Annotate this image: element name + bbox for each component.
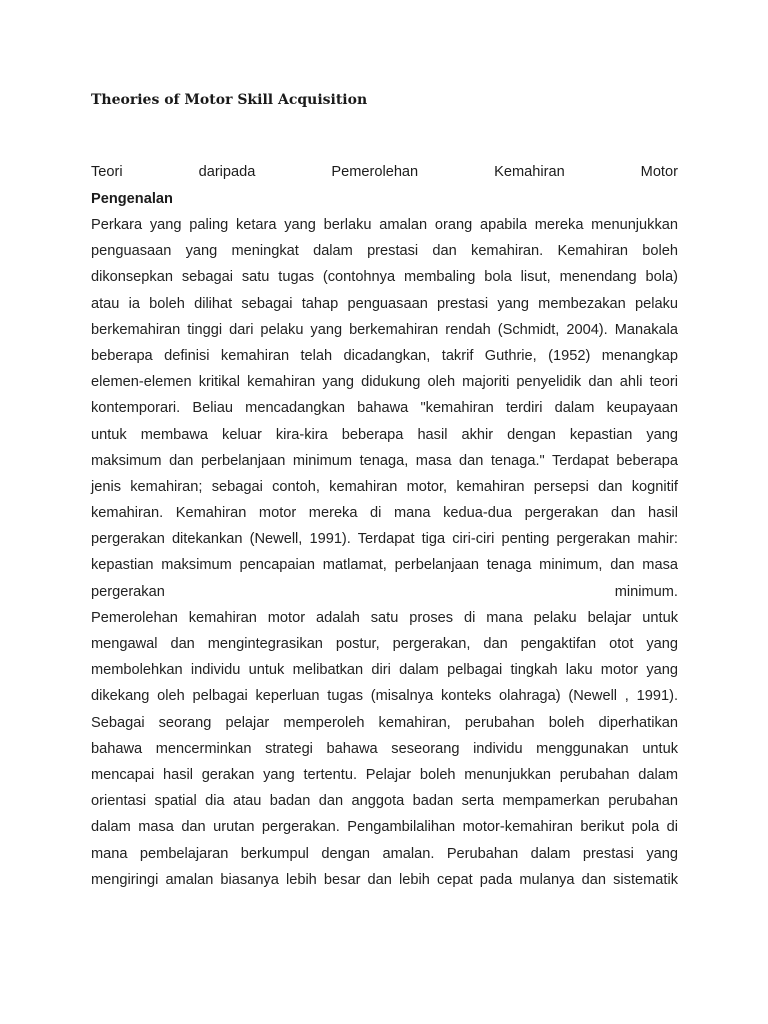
section-heading: Pengenalan xyxy=(91,191,173,207)
text-line: kemahiran. Kemahiran motor mereka di mana kedua-dua pergerakan dan hasil xyxy=(91,505,678,522)
subtitle-word: Motor xyxy=(640,164,678,180)
text-line: pergerakan minimum. xyxy=(91,583,678,600)
text-line: jenis kemahiran; sebagai contoh, kemahiran motor, kemahiran persepsi dan kognitif xyxy=(91,478,678,495)
text-line: mencapai hasil gerakan yang tertentu. Pelajar boleh menunjukkan perubahan dalam xyxy=(91,766,678,783)
subtitle-word: Teori xyxy=(91,164,123,180)
text-line: mana pembelajaran berkumpul dengan amalan. Perubahan dalam prestasi yang xyxy=(91,845,678,862)
subtitle-word: Kemahiran xyxy=(494,164,565,180)
text-line: elemen-elemen kritikal kemahiran yang didukung oleh majoriti penyelidik dan ahli teori xyxy=(91,374,678,391)
text-line: penguasaan yang meningkat dalam prestasi dan kemahiran. Kemahiran boleh xyxy=(91,243,678,260)
text-line: orientasi spatial dia atau badan dan anggota badan serta mempamerkan perubahan xyxy=(91,793,678,810)
text-line: beberapa definisi kemahiran telah dicadangkan, takrif Guthrie, (1952) menangkap xyxy=(91,347,678,364)
body-text xyxy=(91,215,678,896)
subtitle-word: Pemerolehan xyxy=(331,164,419,180)
text-line: membolehkan individu untuk melibatkan diri dalam pelbagai tingkah laku motor yang xyxy=(91,662,678,679)
text-line: berkemahiran tinggi dari pelaku yang berkemahiran rendah (Schmidt, 2004). Manakala xyxy=(91,321,678,338)
text-line: Pemerolehan kemahiran motor adalah satu proses di mana pelaku belajar untuk xyxy=(91,609,678,626)
text-line: dikekang oleh pelbagai keperluan tugas (misalnya konteks olahraga) (Newell , 1991). xyxy=(91,688,678,705)
text-line: kepastian maksimum pencapaian matlamat, perbelanjaan tenaga minimum, dan masa xyxy=(91,557,678,574)
document-subtitle xyxy=(91,162,678,182)
text-line: mengawal dan mengintegrasikan postur, pergerakan, dan pengaktifan otot yang xyxy=(91,636,678,652)
text-line: mengiringi amalan biasanya lebih besar dan lebih cepat pada mulanya dan sistematik xyxy=(91,871,678,888)
text-line: Sebagai seorang pelajar memperoleh kemahiran, perubahan boleh diperhatikan xyxy=(91,714,678,731)
document-title: Theories of Motor Skill Acquisition xyxy=(91,92,368,108)
text-line: untuk membawa keluar kira-kira beberapa hasil akhir dengan kepastian yang xyxy=(91,426,678,443)
subtitle-word: daripada xyxy=(198,164,256,180)
text-line: dalam masa dan urutan pergerakan. Pengambilalihan motor-kemahiran berikut pola di xyxy=(91,819,678,836)
text-line: atau ia boleh dilihat sebagai tahap penguasaan prestasi yang membezakan pelaku xyxy=(91,295,678,312)
text-line: kontemporari. Beliau mencadangkan bahawa "kemahiran terdiri dalam keupayaan xyxy=(91,400,678,417)
text-line: dikonsepkan sebagai satu tugas (contohnya membaling bola lisut, menendang bola) xyxy=(91,269,678,286)
text-line: maksimum dan perbelanjaan minimum tenaga, masa dan tenaga." Terdapat beberapa xyxy=(91,452,678,469)
text-line: Perkara yang paling ketara yang berlaku amalan orang apabila mereka menunjukkan xyxy=(91,217,678,233)
text-line: pergerakan ditekankan (Newell, 1991). Terdapat tiga ciri-ciri penting pergerakan mahir: xyxy=(91,531,678,548)
text-line: bahawa mencerminkan strategi bahawa seseorang individu menggunakan untuk xyxy=(91,740,678,757)
